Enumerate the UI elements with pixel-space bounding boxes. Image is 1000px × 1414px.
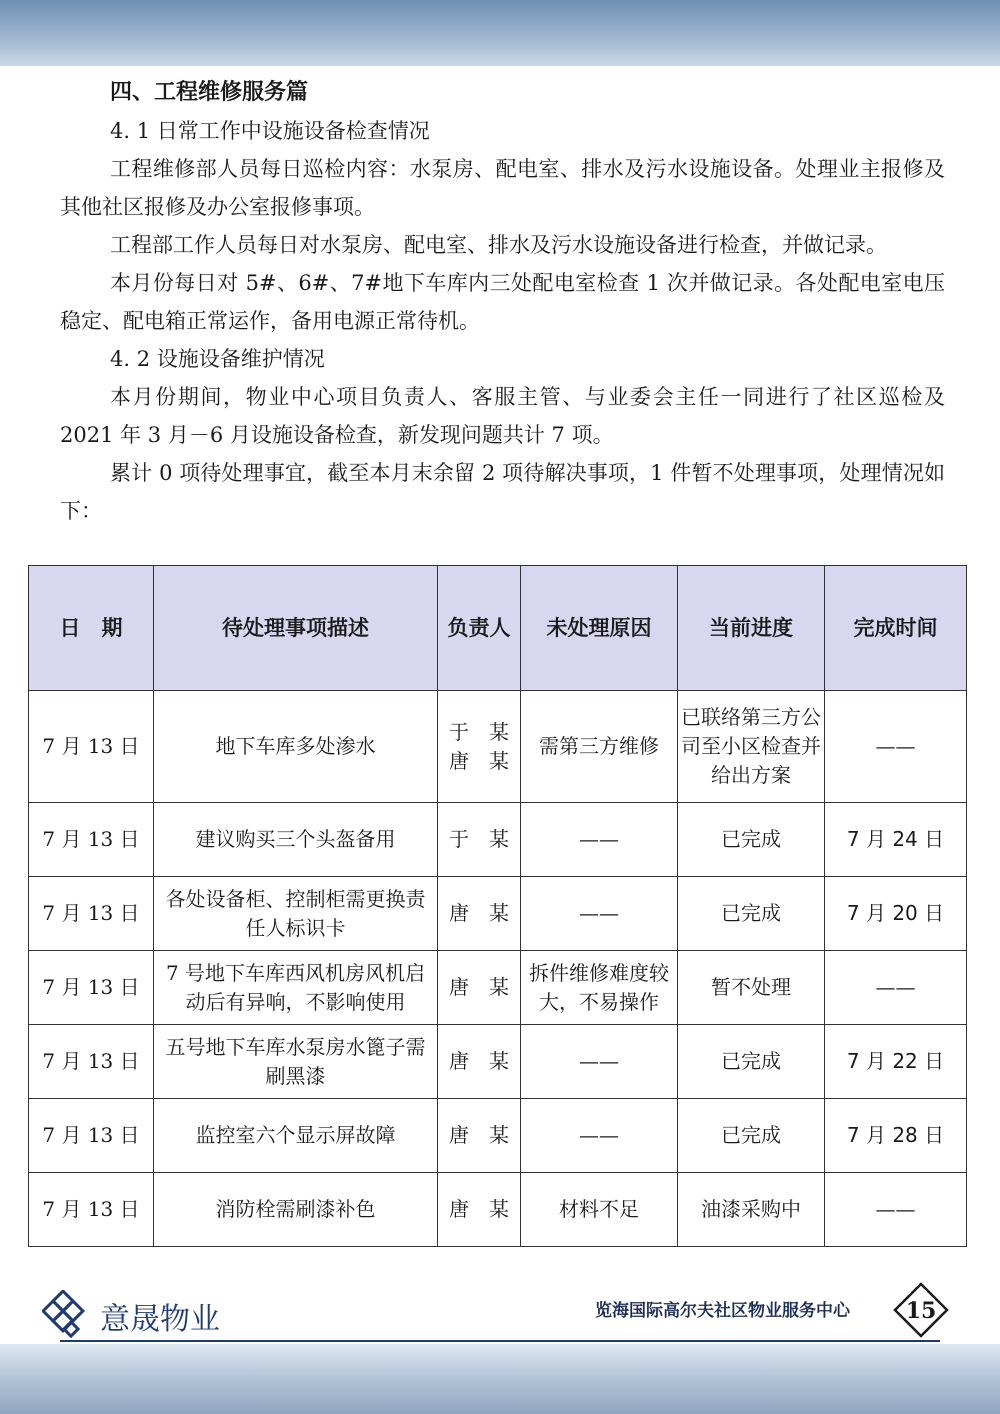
cell-description: 监控室六个显示屏故障 (154, 1099, 438, 1173)
table-row (29, 1099, 967, 1173)
cell-description: 五号地下车库水泵房水篦子需刷黑漆 (154, 1025, 438, 1099)
cell-completion: —— (825, 951, 967, 1025)
pending-items-table (28, 565, 967, 1247)
table-row (29, 1025, 967, 1099)
paragraph-daily-check: 工程部工作人员每日对水泵房、配电室、排水及污水设施设备进行检查，并做记录。 (110, 233, 887, 257)
cell-reason: —— (521, 1099, 678, 1173)
cell-reason: —— (521, 1025, 678, 1099)
table-row (29, 951, 967, 1025)
col-header-reason: 未处理原因 (521, 566, 678, 691)
cell-description: 建议购买三个头盔备用 (154, 803, 438, 877)
cell-description: 7 号地下车库西风机房风机启动后有异响，不影响使用 (154, 951, 438, 1025)
cell-description: 消防栓需刷漆补色 (154, 1173, 438, 1247)
cell-progress: 已联络第三方公司至小区检查并给出方案 (678, 691, 825, 803)
subsection-title-4-1: 4. 1 日常工作中设施设备检查情况 (110, 119, 430, 143)
table-header-row (29, 566, 967, 691)
cell-description: 各处设备柜、控制柜需更换责任人标识卡 (154, 877, 438, 951)
cell-date: 7 月 13 日 (29, 1099, 154, 1173)
page-number: 15 (905, 1298, 937, 1324)
section-heading: 四、工程维修服务篇 (110, 80, 309, 105)
cell-person: 唐 某 (438, 877, 521, 951)
company-logo (42, 1290, 220, 1342)
col-header-description: 待处理事项描述 (154, 566, 438, 691)
cell-reason: —— (521, 877, 678, 951)
organization-name: 览海国际高尔夫社区物业服务中心 (595, 1301, 850, 1321)
page-number-badge (893, 1282, 949, 1338)
knot-logo-icon (42, 1290, 94, 1342)
cell-date: 7 月 13 日 (29, 951, 154, 1025)
col-header-progress: 当前进度 (678, 566, 825, 691)
table-row (29, 803, 967, 877)
cell-progress: 已完成 (678, 803, 825, 877)
cell-progress: 已完成 (678, 877, 825, 951)
cell-person: 唐 某 (438, 1173, 521, 1247)
table-row (29, 1173, 967, 1247)
cell-progress: 暂不处理 (678, 951, 825, 1025)
col-header-person: 负责人 (438, 566, 521, 691)
logo-text: 意晟物业 (100, 1302, 220, 1337)
cell-completion: 7 月 22 日 (825, 1025, 967, 1099)
cell-completion: —— (825, 691, 967, 803)
col-header-date: 日 期 (29, 566, 154, 691)
cell-date: 7 月 13 日 (29, 877, 154, 951)
cell-progress: 油漆采购中 (678, 1173, 825, 1247)
cell-date: 7 月 13 日 (29, 803, 154, 877)
cell-progress: 已完成 (678, 1025, 825, 1099)
cell-progress: 已完成 (678, 1099, 825, 1173)
table-row (29, 691, 967, 803)
paragraph-pending-summary: 累计 0 项待处理事宜，截至本月末余留 2 项待解决事项，1 件暂不处理事项，处理情况如下： (60, 461, 945, 523)
cell-reason: 拆件维修难度较大，不易操作 (521, 951, 678, 1025)
paragraph-maintenance: 本月份期间，物业中心项目负责人、客服主管、与业委会主任一同进行了社区巡检及 2021 年 3 月－6 月设施设备检查，新发现问题共计 7 项。 (60, 385, 945, 447)
paragraph-inspection-content: 工程维修部人员每日巡检内容：水泵房、配电室、排水及污水设施设备。处理业主报修及其他社区报修及办公室报修事项。 (60, 157, 945, 219)
cell-completion: 7 月 24 日 (825, 803, 967, 877)
cell-person: 于 某 (438, 803, 521, 877)
subsection-title-4-2: 4. 2 设施设备维护情况 (110, 347, 325, 371)
cell-reason: —— (521, 803, 678, 877)
cell-completion: 7 月 20 日 (825, 877, 967, 951)
cell-description: 地下车库多处渗水 (154, 691, 438, 803)
cell-person: 唐 某 (438, 1099, 521, 1173)
cell-date: 7 月 13 日 (29, 1173, 154, 1247)
cell-date: 7 月 13 日 (29, 691, 154, 803)
cell-date: 7 月 13 日 (29, 1025, 154, 1099)
cell-completion: —— (825, 1173, 967, 1247)
cell-reason: 需第三方维修 (521, 691, 678, 803)
cell-person: 于 某 唐 某 (438, 691, 521, 803)
footer-divider (60, 1340, 940, 1342)
paragraph-power-room: 本月份每日对 5#、6#、7#地下车库内三处配电室检查 1 次并做记录。各处配电室电压稳定、配电箱正常运作，备用电源正常待机。 (60, 271, 945, 333)
cell-reason: 材料不足 (521, 1173, 678, 1247)
cell-person: 唐 某 (438, 1025, 521, 1099)
table-row (29, 877, 967, 951)
top-banner (0, 0, 1000, 66)
col-header-completion: 完成时间 (825, 566, 967, 691)
document-body (60, 66, 945, 530)
bottom-banner (0, 1344, 1000, 1414)
cell-completion: 7 月 28 日 (825, 1099, 967, 1173)
cell-person: 唐 某 (438, 951, 521, 1025)
